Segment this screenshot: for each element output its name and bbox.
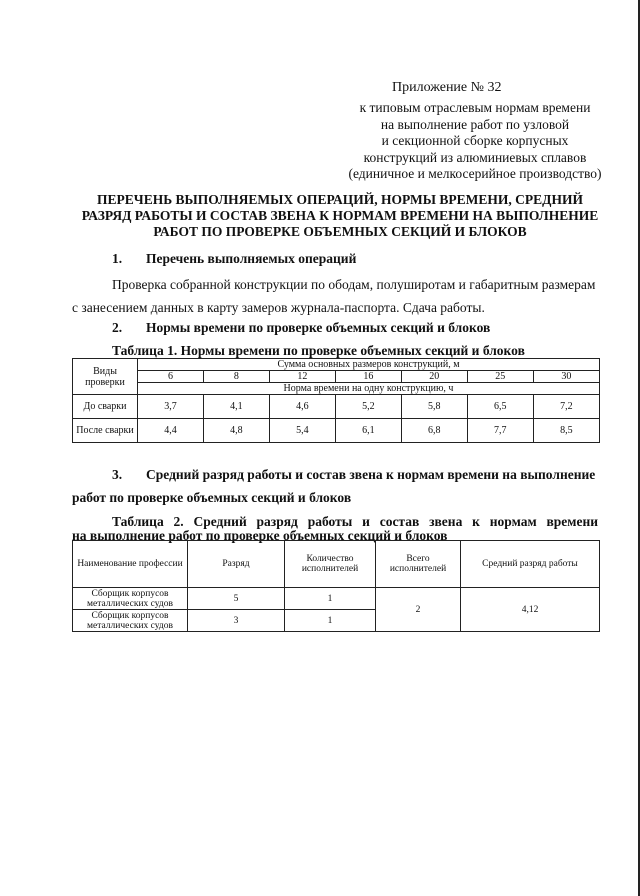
crew-composition-table	[72, 540, 600, 632]
section1-text-line1: Проверка собранной конструкции по ободам, полуширотам и габаритным размерам	[112, 277, 596, 292]
table1-cell: 6,5	[467, 395, 533, 419]
table2-total: 2	[376, 588, 461, 632]
table1-row-label: После сварки	[73, 419, 138, 443]
table2-header: Средний разряд работы	[461, 541, 600, 588]
section1-text-line2: с занесением данных в карту замеров журнала-паспорта. Сдача работы.	[72, 300, 485, 315]
table2-count: 1	[285, 610, 376, 632]
table1-cell: 5,4	[269, 419, 335, 443]
table2-caption-line1: Таблица 2. Средний разряд работы и состав звена к нормам времени	[112, 514, 598, 529]
table-row	[73, 419, 600, 443]
time-norms-table	[72, 358, 600, 443]
table1-size: 20	[401, 371, 467, 383]
appendix-line: и секционной сборке корпусных	[381, 133, 569, 148]
table1-cell: 5,8	[401, 395, 467, 419]
table2-grade: 3	[188, 610, 285, 632]
main-title-line: РАЗРЯД РАБОТЫ И СОСТАВ ЗВЕНА К НОРМАМ ВРЕМЕНИ НА ВЫПОЛНЕНИЕ	[81, 208, 599, 223]
table1-cell: 3,7	[138, 395, 204, 419]
main-title	[70, 192, 610, 240]
table1-size: 6	[138, 371, 204, 383]
table1-size: 12	[269, 371, 335, 383]
table1-size: 8	[203, 371, 269, 383]
section1-title: Перечень выполняемых операций	[146, 251, 357, 266]
appendix-line: (единичное и мелкосерийное производство)	[348, 166, 602, 181]
table2-avg-grade: 4,12	[461, 588, 600, 632]
table1-cell: 6,8	[401, 419, 467, 443]
table2-header: Наименование профессии	[73, 541, 188, 588]
table1-cell: 7,2	[533, 395, 599, 419]
table1-size: 16	[335, 371, 401, 383]
table2-grade: 5	[188, 588, 285, 610]
table2-profession: Сборщик корпусов металлических судов	[73, 610, 188, 632]
table1-cell: 4,4	[138, 419, 204, 443]
table1-size: 30	[533, 371, 599, 383]
table1-cell: 7,7	[467, 419, 533, 443]
section1-number: 1.	[112, 251, 123, 266]
table2-header: Количество исполнителей	[285, 541, 376, 588]
table1-cell: 6,1	[335, 419, 401, 443]
table2-header: Всего исполнителей	[376, 541, 461, 588]
main-title-line: РАБОТ ПО ПРОВЕРКЕ ОБЪЕМНЫХ СЕКЦИЙ И БЛОКОВ	[153, 224, 527, 239]
section3-title-line1: Средний разряд работы и состав звена к нормам времени на выполнение	[146, 467, 596, 482]
table2-caption-line2: на выполнение работ по проверке объемных секций и блоков	[72, 528, 448, 543]
section2-number: 2.	[112, 320, 123, 335]
section3-number: 3.	[112, 467, 123, 482]
appendix-line: на выполнение работ по узловой	[380, 116, 570, 132]
table1-group-header: Сумма основных размеров конструкций, м	[138, 359, 600, 371]
table1-caption: Таблица 1. Нормы времени по проверке объемных секций и блоков	[112, 343, 525, 358]
table1-row-label: До сварки	[73, 395, 138, 419]
table1-size: 25	[467, 371, 533, 383]
appendix-subtitle	[340, 100, 610, 183]
table1-cell: 5,2	[335, 395, 401, 419]
table1-cell: 8,5	[533, 419, 599, 443]
table2-profession: Сборщик корпусов металлических судов	[73, 588, 188, 610]
table-row	[73, 588, 600, 610]
table1-col0-header: Виды проверки	[73, 359, 138, 395]
table2-header: Разряд	[188, 541, 285, 588]
section3-title-line2: работ по проверке объемных секций и блоков	[72, 490, 352, 505]
main-title-line: ПЕРЕЧЕНЬ ВЫПОЛНЯЕМЫХ ОПЕРАЦИЙ, НОРМЫ ВРЕМЕНИ, СРЕДНИЙ	[97, 192, 583, 207]
table-row	[73, 395, 600, 419]
section2-title: Нормы времени по проверке объемных секций и блоков	[146, 320, 491, 335]
table1-unit-header: Норма времени на одну конструкцию, ч	[138, 383, 600, 395]
table2-count: 1	[285, 588, 376, 610]
table1-cell: 4,1	[203, 395, 269, 419]
appendix-line: к типовым отраслевым нормам времени	[359, 100, 591, 115]
table1-cell: 4,8	[203, 419, 269, 443]
appendix-title: Приложение № 32	[392, 80, 502, 95]
table1-cell: 4,6	[269, 395, 335, 419]
appendix-line: конструкций из алюминиевых сплавов	[363, 149, 587, 165]
